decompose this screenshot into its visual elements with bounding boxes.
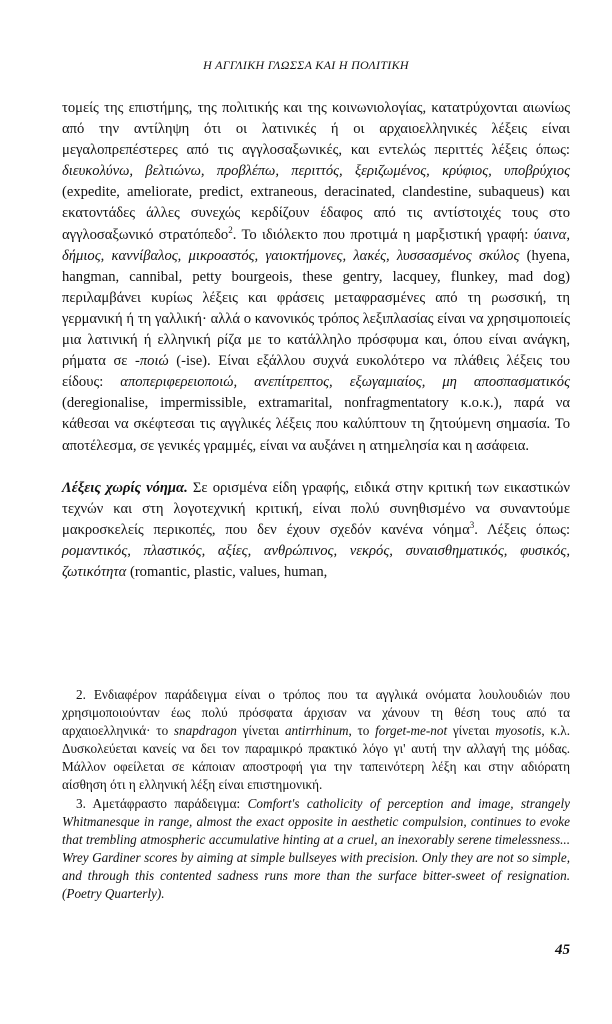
footnotes	[62, 686, 570, 903]
italic-segment: διευκολύνω, βελτιώνω, προβλέπω, περιττός, ξεριζωμένος, κρύφιος, υποβρύχιος	[62, 163, 570, 180]
italic-segment: myosotis	[495, 723, 542, 739]
text-segment: γίνεται	[447, 723, 496, 739]
text-segment: 2. Ενδιαφέρον παράδειγμα είναι ο τρόπος που τα αγγλικά ονόματα λουλουδιών που χρησιμοποιούνταν έως πολύ πρόσφατα άρχισαν να χάνουν τη θέση τους από τα αρχαιοελληνικά· το	[62, 687, 570, 739]
text-segment: (expedite, ameliorate, predict, extraneous, deracinated, clandestine, subaqueus) και εκατοντάδες άλλες συνεχώς κερδίζουν έδαφος από τις αντίστοιχές τους στο αγγλοσαξωνικό στρατόπεδο	[62, 184, 570, 243]
italic-segment: αποπεριφερειοποιώ, ανεπίτρεπτος, εξωγαμιαίος, μη αποσπασματικός	[120, 374, 571, 391]
body-paragraph-2	[62, 478, 570, 583]
italic-segment: ύαινα, δήμιος, καννίβαλος, μικροαστός, γαιοκτήμονες, λακές, λυσσασμένος σκύλος	[62, 226, 570, 264]
italic-segment: -ποιώ	[134, 353, 169, 370]
body-paragraph-1	[62, 98, 570, 457]
italic-segment: snapdragon	[173, 723, 237, 739]
footnote-ref-3: 3	[469, 519, 475, 530]
text-segment: , το	[348, 723, 376, 739]
text-segment: . Λέξεις όπως:	[474, 521, 570, 538]
italic-segment: antirrhinum	[284, 723, 349, 739]
text-segment: γίνεται	[236, 723, 285, 739]
italic-segment: ρομαντικός, πλαστικός, αξίες, ανθρώπινος, νεκρός, συναισθηματικός, φυσικός, ζωτικότητα	[62, 542, 570, 580]
text-segment: (-ise). Είναι εξάλλου συχνά ευκολότερο να πλάθεις λέξεις του είδους:	[62, 353, 571, 391]
text-segment: Σε ορισμένα είδη γραφής, ειδικά στην κριτική των εικαστικών τεχνών και στη λογοτεχνική κριτική, είναι πολύ συνηθισμένο να συναντούμε μακροσκελείς περικοπές, που δεν έχουν σχεδόν κανένα νόημα	[62, 479, 570, 538]
italic-segment: forget-me-not	[375, 723, 448, 739]
text-segment: , κ.λ. Δυσκολεύεται κανείς να δει τον παραμικρό πρακτικό λόγο γι' αυτή την αλλαγή της μόδας. Μάλλον οφείλεται σε κάποιαν αποστροφή για την ταπεινότερη λέξη και στην αδιόρατη αίσθηση ότι η ελληνική λέξη είναι επιστημονική.	[62, 723, 570, 793]
footnote-ref-2: 2	[228, 224, 233, 235]
page-number: 45	[555, 942, 570, 958]
running-header: Η ΑΓΓΛΙΚΗ ΓΛΩΣΣΑ ΚΑΙ Η ΠΟΛΙΤΙΚΗ	[203, 58, 409, 72]
text-segment: (deregionalise, impermissible, extramarital, nonfragmentatory κ.ο.κ.), παρά να κάθεσαι να σκέφτεσαι τις αγγλικές λέξεις που καλύπτουν τη ζητούμενη σημασία. Το αποτέλεσμα, σε γενικές γραμμές, είναι να αυξάνει η ατημελησία και η ασάφεια.	[62, 395, 570, 454]
text-segment: τομείς της επιστήμης, της πολιτικής και της κοινωνιολογίας, κατατρύχονται αιωνίως από την αντίληψη ότι οι λατινικές ή οι αρχαιοελληνικές λέξεις είναι μεγαλοπρεπέστερες από τις αγγλοσαξωνικές, και εντελώς περιττές λέξεις όπως:	[62, 100, 570, 159]
footnote-3	[62, 795, 570, 904]
text-segment: . Το ιδιόλεκτο που προτιμά η μαρξιστική γραφή:	[232, 226, 534, 243]
text-segment: (hyena, hangman, cannibal, petty bourgeois, these gentry, lacquey, flunkey, mad dog) περιλαμβάνει κυρίως λέξεις και φράσεις μεταφρασμένες από τη ρωσσική, τη γερμανική ή τη γαλλική· αλλά ο κανονικός τρόπος λεξιπλασίας είναι να χρησιμοποιείς μια λατινική ή ελληνική ρίζα με το κατάλληλο πρόσφυμα και, όπου είναι ανάγκη, ρήματα σε	[62, 247, 570, 370]
main-text	[62, 98, 570, 583]
section-lead-heading: Λέξεις χωρίς νόημα.	[62, 479, 188, 496]
text-segment: (romantic, plastic, values, human,	[126, 563, 328, 580]
italic-segment: Comfort's catholicity of perception and image, strangely Whitmanesque in range, almost the exact opposite in aesthetic compulsion, continues to evoke that trembling atmospheric accumulative hinting at a cruel, an inexorably serene timelessness... Wrey Gardiner scores by aiming at simple bullseyes with precision. Only they are not so simple, and through this contented sadness runs more than the surface bitter-sweet of resignation. (Poetry Quarterly).	[62, 795, 570, 902]
text-segment: 3. Αμετάφραστο παράδειγμα:	[76, 795, 248, 811]
footnote-2	[62, 686, 570, 795]
